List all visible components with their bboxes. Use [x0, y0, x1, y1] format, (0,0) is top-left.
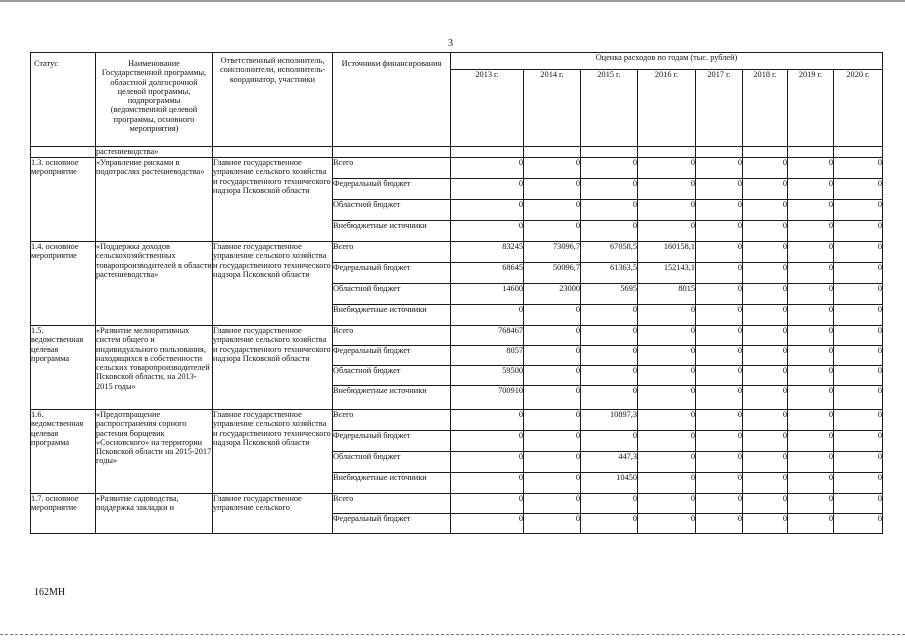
amount-cell: 61363,5	[581, 263, 638, 284]
amount-cell: 0	[834, 514, 883, 534]
amount-cell: 0	[788, 179, 834, 200]
amount-cell: 0	[581, 221, 638, 242]
amount-cell: 0	[524, 326, 581, 346]
amount-cell: 0	[788, 473, 834, 494]
amount-cell: 0	[524, 366, 581, 386]
header-name: Наименование Государственной программы, областной долгосрочной целевой программы, подпрограммы (ведомственной целевой программы, основного мероприятия)	[96, 53, 213, 147]
amount-cell: 447,3	[581, 452, 638, 473]
funding-source: Областной бюджет	[333, 200, 451, 221]
amount-cell: 0	[696, 158, 743, 179]
amount-cell: 0	[834, 284, 883, 305]
amount-cell: 0	[638, 366, 696, 386]
amount-cell: 73096,7	[524, 242, 581, 263]
amount-cell: 0	[788, 452, 834, 473]
amount-cell: 0	[638, 200, 696, 221]
amount-cell: 0	[834, 179, 883, 200]
amount-cell: 68645	[451, 263, 524, 284]
amount-cell: 0	[581, 494, 638, 514]
section-name: «Поддержка доходов сельскохозяйственных товаропроизводителей в области растениеводства»	[96, 242, 213, 326]
funding-source: Федеральный бюджет	[333, 263, 451, 284]
header-year: 2018 г.	[743, 70, 788, 147]
amount-cell: 0	[696, 452, 743, 473]
amount-cell: 0	[788, 158, 834, 179]
header-year: 2013 г.	[451, 70, 524, 147]
amount-cell: 0	[696, 366, 743, 386]
amount-cell: 0	[524, 200, 581, 221]
section-name: «Предотвращение распространения сорного растения борщевик «Сосновского» на территории Псковской области на 2015-2017 годы»	[96, 410, 213, 494]
section-status: 1.5. ведомственная целевая программа	[31, 326, 96, 410]
amount-cell: 0	[788, 514, 834, 534]
amount-cell: 0	[524, 452, 581, 473]
table-row	[31, 242, 883, 263]
amount-cell: 0	[696, 473, 743, 494]
funding-source: Областной бюджет	[333, 452, 451, 473]
section-status: 1.4. основное мероприятие	[31, 242, 96, 326]
section-name: «Развитие садоводства, поддержка закладки и	[96, 494, 213, 534]
amount-cell: 0	[638, 473, 696, 494]
table-row	[31, 410, 883, 431]
amount-cell: 0	[638, 305, 696, 326]
amount-cell: 0	[788, 284, 834, 305]
header-year: 2016 г.	[638, 70, 696, 147]
amount-cell: 0	[451, 452, 524, 473]
funding-source: Всего	[333, 494, 451, 514]
amount-cell: 0	[696, 179, 743, 200]
amount-cell: 0	[743, 158, 788, 179]
amount-cell: 0	[834, 410, 883, 431]
amount-cell: 0	[788, 326, 834, 346]
amount-cell: 0	[524, 221, 581, 242]
amount-cell: 0	[834, 386, 883, 410]
amount-cell: 0	[638, 158, 696, 179]
page-number: 3	[448, 38, 453, 49]
amount-cell: 0	[788, 431, 834, 452]
funding-source: Федеральный бюджет	[333, 431, 451, 452]
amount-cell: 0	[451, 431, 524, 452]
section-responsible: Главное государственное управление сельского хозяйства и государственного технического надзора Псковской области	[213, 326, 333, 410]
funding-source: Всего	[333, 326, 451, 346]
amount-cell: 0	[743, 179, 788, 200]
amount-cell: 0	[834, 326, 883, 346]
amount-cell: 59500	[451, 366, 524, 386]
amount-cell: 0	[696, 346, 743, 366]
amount-cell: 0	[696, 263, 743, 284]
amount-cell: 67058,5	[581, 242, 638, 263]
amount-cell: 0	[788, 386, 834, 410]
funding-source: Федеральный бюджет	[333, 514, 451, 534]
amount-cell: 0	[743, 221, 788, 242]
header-year: 2014 г.	[524, 70, 581, 147]
amount-cell: 0	[696, 305, 743, 326]
amount-cell: 50096,7	[524, 263, 581, 284]
amount-cell: 0	[524, 514, 581, 534]
amount-cell: 0	[743, 514, 788, 534]
amount-cell: 0	[696, 326, 743, 346]
amount-cell: 0	[581, 158, 638, 179]
amount-cell: 0	[834, 158, 883, 179]
header-responsible: Ответственный исполнитель, соисполнители, исполнитель-координатор, участники	[213, 53, 333, 147]
amount-cell: 83245	[451, 242, 524, 263]
amount-cell: 0	[696, 200, 743, 221]
section-responsible: Главное государственное управление сельского	[213, 494, 333, 534]
amount-cell: 0	[638, 514, 696, 534]
amount-cell: 160158,1	[638, 242, 696, 263]
amount-cell: 14600	[451, 284, 524, 305]
amount-cell: 0	[834, 221, 883, 242]
amount-cell: 0	[743, 366, 788, 386]
funding-source: Внебюджетные источники	[333, 386, 451, 410]
funding-source: Внебюджетные источники	[333, 305, 451, 326]
amount-cell: 0	[696, 284, 743, 305]
amount-cell: 0	[788, 410, 834, 431]
amount-cell: 0	[451, 200, 524, 221]
section-status: 1.6. ведомственная целевая программа	[31, 410, 96, 494]
funding-source: Областной бюджет	[333, 284, 451, 305]
amount-cell: 0	[743, 305, 788, 326]
header-year: 2015 г.	[581, 70, 638, 147]
amount-cell: 0	[638, 386, 696, 410]
amount-cell: 0	[581, 366, 638, 386]
amount-cell: 0	[743, 263, 788, 284]
amount-cell: 0	[638, 326, 696, 346]
amount-cell: 0	[696, 514, 743, 534]
amount-cell: 768467	[451, 326, 524, 346]
amount-cell: 0	[524, 473, 581, 494]
amount-cell: 0	[788, 221, 834, 242]
amount-cell: 0	[834, 366, 883, 386]
section-responsible: Главное государственное управление сельского хозяйства и государственного технического надзора Псковской области	[213, 410, 333, 494]
amount-cell: 0	[834, 263, 883, 284]
amount-cell: 0	[834, 200, 883, 221]
funding-source: Всего	[333, 242, 451, 263]
funding-source: Областной бюджет	[333, 366, 451, 386]
amount-cell: 0	[451, 158, 524, 179]
amount-cell: 0	[581, 346, 638, 366]
amount-cell: 700910	[451, 386, 524, 410]
amount-cell: 10450	[581, 473, 638, 494]
section-name: «Управление рисками в подотраслях растениеводства»	[96, 158, 213, 242]
amount-cell: 0	[696, 410, 743, 431]
amount-cell: 0	[524, 305, 581, 326]
header-year: 2020 г.	[834, 70, 883, 147]
amount-cell: 0	[524, 431, 581, 452]
amount-cell: 0	[638, 179, 696, 200]
amount-cell: 0	[743, 200, 788, 221]
amount-cell: 0	[788, 494, 834, 514]
amount-cell: 152143,1	[638, 263, 696, 284]
section-responsible: Главное государственное управление сельского хозяйства и государственного технического надзора Псковской области	[213, 158, 333, 242]
amount-cell: 0	[788, 346, 834, 366]
amount-cell: 0	[743, 242, 788, 263]
amount-cell: 0	[451, 410, 524, 431]
amount-cell: 0	[638, 452, 696, 473]
carryover-row	[31, 147, 883, 158]
scan-edge-bottom	[0, 634, 905, 636]
funding-source: Внебюджетные источники	[333, 473, 451, 494]
amount-cell: 0	[743, 473, 788, 494]
amount-cell: 0	[524, 179, 581, 200]
amount-cell: 0	[581, 386, 638, 410]
amount-cell: 0	[834, 242, 883, 263]
amount-cell: 0	[581, 514, 638, 534]
amount-cell: 0	[638, 410, 696, 431]
amount-cell: 0	[743, 494, 788, 514]
header-status: Статус	[31, 53, 96, 147]
funding-source: Всего	[333, 410, 451, 431]
amount-cell: 0	[834, 431, 883, 452]
amount-cell: 0	[451, 473, 524, 494]
amount-cell: 8057	[451, 346, 524, 366]
amount-cell: 0	[451, 494, 524, 514]
amount-cell: 0	[451, 305, 524, 326]
amount-cell: 0	[524, 410, 581, 431]
funding-source: Федеральный бюджет	[333, 179, 451, 200]
amount-cell: 0	[788, 305, 834, 326]
amount-cell: 0	[638, 494, 696, 514]
amount-cell: 5695	[581, 284, 638, 305]
amount-cell: 0	[834, 305, 883, 326]
amount-cell: 0	[581, 305, 638, 326]
amount-cell: 0	[743, 452, 788, 473]
amount-cell: 0	[451, 179, 524, 200]
amount-cell: 0	[696, 494, 743, 514]
document-code: 162МН	[34, 587, 66, 598]
amount-cell: 0	[743, 284, 788, 305]
amount-cell: 0	[834, 452, 883, 473]
amount-cell: 0	[581, 431, 638, 452]
amount-cell: 0	[743, 431, 788, 452]
amount-cell: 23000	[524, 284, 581, 305]
section-name: «Развитие мелиоративных систем общего и индивидуального пользования, находящихся в собственности сельских товаропроизводителей Псковской области, на 2013-2015 годы»	[96, 326, 213, 410]
amount-cell: 0	[451, 514, 524, 534]
amount-cell: 8015	[638, 284, 696, 305]
table-row	[31, 158, 883, 179]
amount-cell: 0	[788, 200, 834, 221]
amount-cell: 0	[743, 346, 788, 366]
header-year: 2019 г.	[788, 70, 834, 147]
amount-cell: 0	[524, 386, 581, 410]
table-row	[31, 326, 883, 346]
amount-cell: 0	[638, 346, 696, 366]
amount-cell: 0	[834, 346, 883, 366]
table-row	[31, 494, 883, 514]
scan-edge-top	[0, 0, 905, 2]
amount-cell: 0	[834, 473, 883, 494]
section-status: 1.3. основное мероприятие	[31, 158, 96, 242]
amount-cell: 0	[524, 494, 581, 514]
amount-cell: 0	[696, 431, 743, 452]
amount-cell: 0	[696, 221, 743, 242]
budget-table	[30, 52, 883, 534]
amount-cell: 0	[524, 158, 581, 179]
amount-cell: 0	[743, 386, 788, 410]
amount-cell: 0	[834, 494, 883, 514]
amount-cell: 0	[788, 242, 834, 263]
header-sources: Источники финансирования	[333, 53, 451, 147]
amount-cell: 0	[788, 366, 834, 386]
funding-source: Всего	[333, 158, 451, 179]
funding-source: Федеральный бюджет	[333, 346, 451, 366]
amount-cell: 0	[788, 263, 834, 284]
funding-source: Внебюджетные источники	[333, 221, 451, 242]
amount-cell: 0	[581, 326, 638, 346]
amount-cell: 0	[696, 242, 743, 263]
carryover-text: растениеводства»	[96, 147, 213, 158]
amount-cell: 0	[638, 431, 696, 452]
amount-cell: 0	[581, 200, 638, 221]
amount-cell: 0	[524, 346, 581, 366]
section-status: 1.7. основное мероприятие	[31, 494, 96, 534]
header-estimate: Оценка расходов по годам (тыс. рублей)	[451, 53, 883, 70]
amount-cell: 0	[638, 221, 696, 242]
amount-cell: 0	[743, 326, 788, 346]
amount-cell: 0	[743, 410, 788, 431]
section-responsible: Главное государственное управление сельского хозяйства и государственного технического надзора Псковской области	[213, 242, 333, 326]
amount-cell: 0	[696, 386, 743, 410]
amount-cell: 10897,3	[581, 410, 638, 431]
amount-cell: 0	[581, 179, 638, 200]
header-year: 2017 г.	[696, 70, 743, 147]
amount-cell: 0	[451, 221, 524, 242]
